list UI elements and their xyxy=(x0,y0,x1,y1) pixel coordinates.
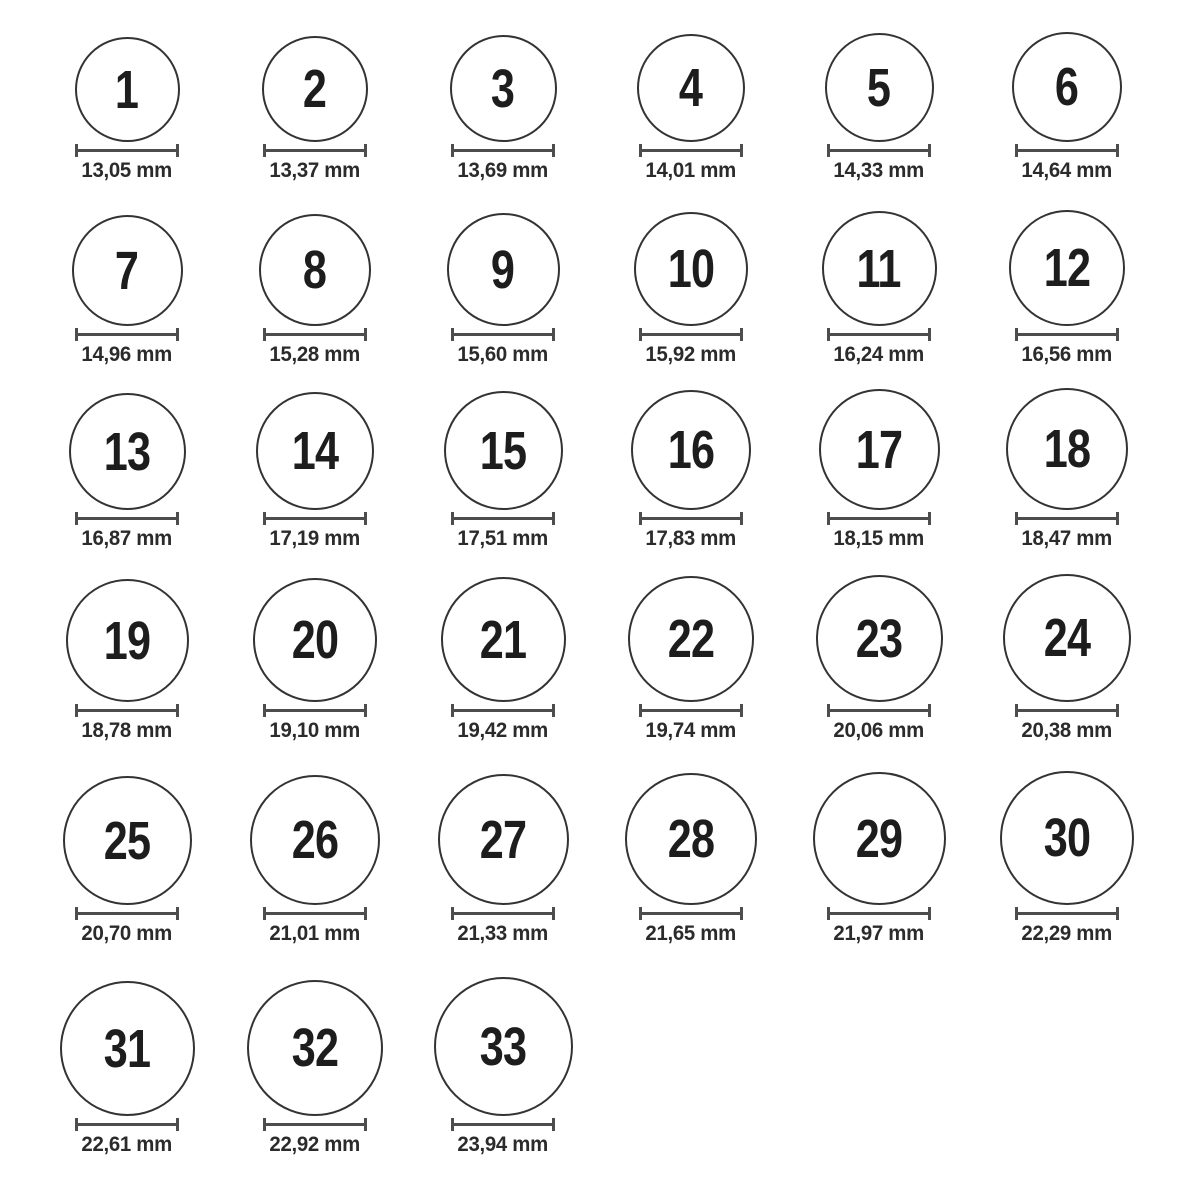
diameter-measure-line xyxy=(827,704,931,717)
ring-circle xyxy=(825,33,934,142)
measure-bar xyxy=(639,149,743,152)
measure-bar xyxy=(827,149,931,152)
measure-tick-right-icon xyxy=(364,512,367,525)
ring-size-number: 5 xyxy=(867,57,891,118)
diameter-label: 15,28 mm xyxy=(269,343,361,366)
measure-bar xyxy=(639,333,743,336)
ring-circle xyxy=(1012,32,1122,142)
diameter-measure-line xyxy=(451,907,555,920)
ring-size-number: 4 xyxy=(679,58,703,118)
diameter-measure-line xyxy=(75,907,179,920)
diameter-label: 20,38 mm xyxy=(1021,719,1113,742)
chart-row xyxy=(0,977,1200,1156)
measure-bar xyxy=(639,912,743,915)
diameter-label: 20,06 mm xyxy=(833,719,925,742)
ring-size-number: 3 xyxy=(491,58,515,119)
diameter-label: 15,92 mm xyxy=(645,343,737,366)
diameter-label: 19,42 mm xyxy=(457,719,549,742)
ring-size-item xyxy=(33,579,221,742)
diameter-measure-line xyxy=(451,144,555,157)
measure-tick-right-icon xyxy=(364,1118,367,1131)
measure-bar xyxy=(75,912,179,915)
ring-size-number: 2 xyxy=(303,59,327,119)
measure-bar xyxy=(827,517,931,520)
diameter-measure-line xyxy=(639,512,743,525)
measure-tick-right-icon xyxy=(552,328,555,341)
diameter-label: 14,64 mm xyxy=(1021,159,1113,182)
measure-tick-right-icon xyxy=(1116,328,1119,341)
diameter-measure-line xyxy=(75,512,179,525)
measure-tick-right-icon xyxy=(176,907,179,920)
measure-bar xyxy=(263,709,367,712)
measure-tick-right-icon xyxy=(740,512,743,525)
ring-circle xyxy=(631,390,751,510)
ring-size-number: 31 xyxy=(103,1018,151,1079)
diameter-label: 17,51 mm xyxy=(457,527,549,550)
diameter-measure-line xyxy=(451,704,555,717)
ring-size-number: 14 xyxy=(291,421,339,481)
measure-bar xyxy=(75,709,179,712)
diameter-measure-line xyxy=(827,512,931,525)
ring-circle xyxy=(634,212,748,326)
ring-size-item xyxy=(221,775,409,945)
ring-size-number: 6 xyxy=(1055,57,1079,117)
diameter-label: 16,24 mm xyxy=(833,343,925,366)
measure-bar xyxy=(827,709,931,712)
ring-size-item xyxy=(973,210,1161,366)
diameter-label: 20,70 mm xyxy=(81,922,173,945)
ring-circle xyxy=(441,577,566,702)
ring-circle xyxy=(63,776,192,905)
measure-tick-right-icon xyxy=(176,144,179,157)
ring-size-item xyxy=(409,774,597,945)
ring-size-item xyxy=(409,213,597,366)
measure-tick-right-icon xyxy=(364,704,367,717)
measure-bar xyxy=(1015,709,1119,712)
measure-tick-right-icon xyxy=(1116,144,1119,157)
diameter-label: 21,01 mm xyxy=(269,922,361,945)
ring-size-item xyxy=(785,389,973,550)
measure-bar xyxy=(639,517,743,520)
ring-size-number: 10 xyxy=(667,239,715,299)
ring-size-number: 13 xyxy=(103,421,151,482)
ring-size-item xyxy=(409,577,597,742)
diameter-measure-line xyxy=(263,144,367,157)
diameter-label: 19,74 mm xyxy=(645,719,737,742)
diameter-label: 14,01 mm xyxy=(645,159,737,182)
ring-size-number: 23 xyxy=(855,608,903,669)
ring-size-item xyxy=(597,773,785,945)
diameter-label: 21,65 mm xyxy=(645,922,737,945)
ring-size-item xyxy=(597,390,785,550)
diameter-label: 17,83 mm xyxy=(645,527,737,550)
ring-size-item xyxy=(221,214,409,366)
diameter-measure-line xyxy=(263,1118,367,1131)
ring-size-number: 1 xyxy=(115,59,139,120)
diameter-measure-line xyxy=(451,1118,555,1131)
ring-size-number: 11 xyxy=(856,238,902,299)
measure-bar xyxy=(451,1123,555,1126)
diameter-label: 22,29 mm xyxy=(1021,922,1113,945)
ring-circle xyxy=(250,775,380,905)
measure-tick-right-icon xyxy=(740,328,743,341)
diameter-measure-line xyxy=(75,144,179,157)
ring-size-number: 15 xyxy=(479,420,527,481)
measure-tick-right-icon xyxy=(740,144,743,157)
measure-bar xyxy=(75,149,179,152)
ring-circle xyxy=(75,37,180,142)
ring-size-item xyxy=(33,981,221,1156)
ring-size-number: 25 xyxy=(103,810,151,871)
diameter-measure-line xyxy=(639,328,743,341)
diameter-measure-line xyxy=(263,512,367,525)
ring-circle xyxy=(256,392,374,510)
measure-tick-right-icon xyxy=(176,1118,179,1131)
ring-circle xyxy=(262,36,368,142)
ring-size-number: 8 xyxy=(303,240,327,300)
measure-bar xyxy=(1015,912,1119,915)
measure-bar xyxy=(75,333,179,336)
ring-size-number: 17 xyxy=(855,419,903,480)
measure-bar xyxy=(75,1123,179,1126)
ring-circle xyxy=(72,215,183,326)
measure-tick-right-icon xyxy=(1116,512,1119,525)
ring-size-item xyxy=(409,977,597,1156)
diameter-measure-line xyxy=(639,144,743,157)
ring-size-number: 9 xyxy=(491,239,515,300)
measure-tick-right-icon xyxy=(928,704,931,717)
diameter-label: 13,69 mm xyxy=(457,159,549,182)
diameter-label: 21,33 mm xyxy=(457,922,549,945)
measure-tick-right-icon xyxy=(176,512,179,525)
measure-bar xyxy=(263,149,367,152)
ring-circle xyxy=(438,774,569,905)
ring-size-item xyxy=(409,391,597,550)
diameter-measure-line xyxy=(75,704,179,717)
measure-bar xyxy=(451,517,555,520)
ring-size-number: 27 xyxy=(479,809,527,870)
ring-size-item xyxy=(973,32,1161,182)
measure-tick-right-icon xyxy=(552,512,555,525)
diameter-measure-line xyxy=(451,328,555,341)
ring-size-number: 29 xyxy=(855,808,903,869)
ring-circle xyxy=(628,576,754,702)
ring-circle xyxy=(69,393,186,510)
diameter-label: 18,15 mm xyxy=(833,527,925,550)
diameter-label: 15,60 mm xyxy=(457,343,549,366)
ring-circle xyxy=(813,772,946,905)
measure-bar xyxy=(827,912,931,915)
measure-tick-right-icon xyxy=(552,1118,555,1131)
ring-size-item xyxy=(785,575,973,742)
measure-tick-right-icon xyxy=(364,328,367,341)
ring-size-number: 22 xyxy=(667,609,715,669)
ring-size-item xyxy=(785,772,973,945)
ring-size-item xyxy=(597,34,785,182)
diameter-measure-line xyxy=(1015,907,1119,920)
diameter-measure-line xyxy=(451,512,555,525)
diameter-measure-line xyxy=(639,907,743,920)
diameter-label: 18,78 mm xyxy=(81,719,173,742)
ring-size-number: 12 xyxy=(1043,238,1091,298)
measure-bar xyxy=(451,709,555,712)
measure-bar xyxy=(263,1123,367,1126)
diameter-measure-line xyxy=(827,907,931,920)
ring-size-item xyxy=(33,393,221,550)
ring-circle xyxy=(625,773,757,905)
diameter-label: 21,97 mm xyxy=(833,922,925,945)
diameter-measure-line xyxy=(75,328,179,341)
diameter-label: 18,47 mm xyxy=(1021,527,1113,550)
measure-bar xyxy=(263,333,367,336)
ring-size-item xyxy=(409,35,597,182)
ring-circle xyxy=(66,579,189,702)
ring-circle xyxy=(1000,771,1134,905)
ring-size-item xyxy=(597,576,785,742)
measure-tick-right-icon xyxy=(176,704,179,717)
ring-size-item xyxy=(33,215,221,366)
ring-circle xyxy=(1009,210,1125,326)
chart-row xyxy=(0,210,1200,366)
diameter-measure-line xyxy=(639,704,743,717)
measure-bar xyxy=(1015,149,1119,152)
ring-size-number: 26 xyxy=(291,810,339,870)
diameter-measure-line xyxy=(263,907,367,920)
diameter-label: 17,19 mm xyxy=(269,527,361,550)
diameter-measure-line xyxy=(1015,328,1119,341)
ring-circle xyxy=(447,213,560,326)
ring-size-item xyxy=(597,212,785,366)
diameter-label: 14,96 mm xyxy=(81,343,173,366)
measure-bar xyxy=(451,912,555,915)
measure-bar xyxy=(827,333,931,336)
measure-bar xyxy=(451,333,555,336)
ring-size-number: 20 xyxy=(291,610,339,670)
diameter-measure-line xyxy=(827,144,931,157)
diameter-label: 16,87 mm xyxy=(81,527,173,550)
measure-tick-right-icon xyxy=(364,907,367,920)
ring-circle xyxy=(60,981,195,1116)
ring-size-number: 33 xyxy=(479,1016,527,1077)
ring-circle xyxy=(444,391,563,510)
ring-size-item xyxy=(221,392,409,550)
ring-size-item xyxy=(973,388,1161,550)
chart-row xyxy=(0,771,1200,945)
diameter-measure-line xyxy=(1015,144,1119,157)
measure-tick-right-icon xyxy=(552,144,555,157)
measure-tick-right-icon xyxy=(928,144,931,157)
ring-circle xyxy=(253,578,377,702)
ring-size-item xyxy=(221,36,409,182)
diameter-measure-line xyxy=(827,328,931,341)
ring-size-item xyxy=(33,776,221,945)
measure-tick-right-icon xyxy=(740,907,743,920)
ring-size-item xyxy=(785,211,973,366)
measure-tick-right-icon xyxy=(928,907,931,920)
ring-size-number: 7 xyxy=(115,240,139,301)
ring-size-item xyxy=(973,771,1161,945)
diameter-label: 16,56 mm xyxy=(1021,343,1113,366)
ring-circle xyxy=(819,389,940,510)
diameter-label: 22,92 mm xyxy=(269,1133,361,1156)
ring-circle xyxy=(1003,574,1131,702)
measure-tick-right-icon xyxy=(1116,704,1119,717)
ring-size-item xyxy=(33,37,221,182)
ring-circle xyxy=(816,575,943,702)
measure-tick-right-icon xyxy=(552,704,555,717)
diameter-measure-line xyxy=(263,328,367,341)
measure-bar xyxy=(451,149,555,152)
measure-tick-right-icon xyxy=(552,907,555,920)
diameter-measure-line xyxy=(1015,704,1119,717)
ring-size-number: 21 xyxy=(479,609,527,670)
ring-size-number: 16 xyxy=(667,420,715,480)
diameter-label: 22,61 mm xyxy=(81,1133,173,1156)
ring-size-number: 30 xyxy=(1043,808,1091,868)
ring-circle xyxy=(822,211,937,326)
chart-row xyxy=(0,574,1200,742)
chart-row xyxy=(0,32,1200,182)
diameter-measure-line xyxy=(75,1118,179,1131)
measure-tick-right-icon xyxy=(176,328,179,341)
diameter-measure-line xyxy=(1015,512,1119,525)
measure-tick-right-icon xyxy=(928,512,931,525)
diameter-label: 13,05 mm xyxy=(81,159,173,182)
ring-size-item xyxy=(221,980,409,1156)
ring-circle xyxy=(450,35,557,142)
diameter-label: 19,10 mm xyxy=(269,719,361,742)
measure-bar xyxy=(263,912,367,915)
diameter-measure-line xyxy=(263,704,367,717)
ring-circle xyxy=(637,34,745,142)
diameter-label: 23,94 mm xyxy=(457,1133,549,1156)
ring-circle xyxy=(259,214,371,326)
chart-row xyxy=(0,388,1200,550)
ring-circle xyxy=(247,980,383,1116)
ring-size-item xyxy=(221,578,409,742)
ring-size-number: 18 xyxy=(1043,419,1091,479)
diameter-label: 14,33 mm xyxy=(833,159,925,182)
measure-bar xyxy=(75,517,179,520)
measure-bar xyxy=(1015,333,1119,336)
diameter-label: 13,37 mm xyxy=(269,159,361,182)
ring-size-number: 32 xyxy=(291,1018,339,1078)
ring-size-item xyxy=(785,33,973,182)
ring-size-number: 19 xyxy=(103,610,151,671)
ring-size-number: 24 xyxy=(1043,608,1091,668)
ring-circle xyxy=(1006,388,1128,510)
measure-tick-right-icon xyxy=(928,328,931,341)
measure-tick-right-icon xyxy=(364,144,367,157)
measure-bar xyxy=(263,517,367,520)
measure-bar xyxy=(639,709,743,712)
ring-size-number: 28 xyxy=(667,809,715,869)
ring-circle xyxy=(434,977,573,1116)
measure-bar xyxy=(1015,517,1119,520)
measure-tick-right-icon xyxy=(740,704,743,717)
measure-tick-right-icon xyxy=(1116,907,1119,920)
ring-size-item xyxy=(973,574,1161,742)
